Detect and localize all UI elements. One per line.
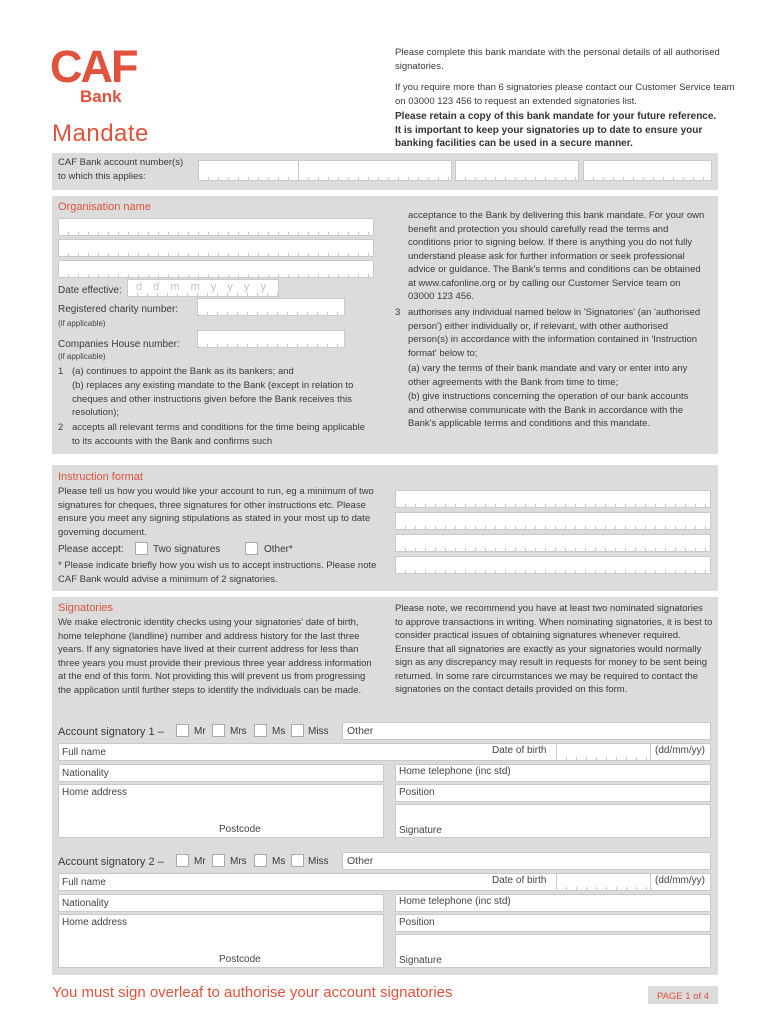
account-number-field-3[interactable]: [455, 160, 579, 181]
clause-3-num: 3: [395, 307, 401, 318]
signatory-1-miss-label: Miss: [308, 726, 329, 737]
header-note-1: Please complete this bank mandate with the personal details of all authorised signatories.: [395, 47, 720, 72]
signatory-1-mr-label: Mr: [194, 726, 206, 737]
charity-number-field[interactable]: [197, 298, 345, 316]
companies-house-field[interactable]: [197, 330, 345, 348]
signatory-2-mr-checkbox[interactable]: [176, 854, 189, 867]
instruction-field-3[interactable]: [395, 534, 711, 552]
date-placeholder: d d m m y y y y: [136, 281, 270, 293]
signatory-2-nationality-label: Nationality: [62, 898, 109, 909]
signatory-2-full-name-label: Full name: [62, 877, 106, 888]
signatory-1-position-label: Position: [399, 787, 435, 798]
instruction-panel: [52, 465, 718, 591]
signatory-block-2: [52, 852, 718, 972]
signatory-2-other-field[interactable]: [342, 852, 711, 870]
account-label-line2: to which this applies:: [58, 170, 146, 182]
instruction-note: * Please indicate briefly how you wish us to accept instructions. Please note CAF Bank would advise a minimum of 2 signatories.: [58, 560, 377, 585]
two-signatures-checkbox[interactable]: [135, 542, 148, 555]
signatory-1-dob-label: Date of birth: [492, 745, 547, 756]
clause-1-num: 1: [58, 366, 64, 377]
signatory-1-home-address-field[interactable]: [58, 784, 384, 838]
signatory-1-signature-label: Signature: [399, 825, 442, 836]
organisation-name-field-2[interactable]: [58, 239, 374, 257]
instruction-heading: Instruction format: [58, 471, 143, 483]
signatories-heading: Signatories: [58, 602, 114, 614]
clause-3a: (a) vary the terms of their bank mandate and vary or enter into any other agreements with the Bank from time to time;: [408, 363, 688, 388]
signatory-2-nationality-field[interactable]: [58, 894, 384, 912]
signatory-1-mrs-label: Mrs: [230, 726, 247, 737]
clause-2: accepts all relevant terms and conditions for the time being applicable to its accounts with the Bank and confirms such: [72, 422, 366, 447]
other-label: Other*: [264, 544, 293, 555]
signatory-2-signature-label: Signature: [399, 955, 442, 966]
signatories-right-text: Please note, we recommend you have at least two nominated signatories to approve transactions in writing. When nominating signatories, it is best to consider practical issues of obtaining signatures whenever required. Ensure that all signatories are exactly as your signatories would normally sign as any discrepancy may result in requests for money to be sent being returned. In some rare circumstances we may be required to contact the signatories on the contact details provided on this form.: [395, 603, 713, 695]
signatory-1-other-field[interactable]: [342, 722, 711, 740]
signatory-2-ms-checkbox[interactable]: [254, 854, 267, 867]
signatory-1-mrs-checkbox[interactable]: [212, 724, 225, 737]
signatory-1-dob-field[interactable]: [556, 743, 651, 761]
signatory-2-home-address-field[interactable]: [58, 914, 384, 968]
organisation-heading: Organisation name: [58, 201, 151, 213]
signatory-1-mr-checkbox[interactable]: [176, 724, 189, 737]
signatory-2-other-label: Other: [347, 855, 374, 867]
account-number-field-2[interactable]: [298, 160, 452, 181]
logo-caf-text: CAF: [50, 41, 137, 92]
signatory-2-mrs-label: Mrs: [230, 856, 247, 867]
signatory-2-home-address-label: Home address: [62, 917, 128, 928]
clause-1a: (a) continues to appoint the Bank as its bankers; and: [72, 366, 294, 377]
signatory-2-home-telephone-label: Home telephone (inc std): [399, 896, 511, 907]
signatory-1-dob-format: (dd/mm/yy): [655, 745, 705, 756]
organisation-panel: [52, 196, 718, 454]
signatory-1-nationality-field[interactable]: [58, 764, 384, 782]
signatory-2-title: Account signatory 2 –: [58, 856, 164, 868]
date-effective-field[interactable]: [127, 279, 279, 297]
instruction-field-1[interactable]: [395, 490, 711, 508]
organisation-name-field-1[interactable]: [58, 218, 374, 236]
signatory-1-signature-field[interactable]: [395, 804, 711, 838]
signatory-2-dob-format: (dd/mm/yy): [655, 875, 705, 886]
signatory-1-home-telephone-field[interactable]: [395, 764, 711, 782]
page-title: Mandate: [52, 120, 149, 147]
signatory-2-dob-field[interactable]: [556, 873, 651, 891]
accept-label: Please accept:: [58, 544, 124, 555]
signatory-2-ms-label: Ms: [272, 856, 286, 867]
caf-logo: [50, 41, 150, 108]
two-signatures-label: Two signatures: [153, 544, 221, 555]
signatory-1-postcode-label: Postcode: [219, 824, 261, 835]
signatory-2-signature-field[interactable]: [395, 934, 711, 968]
signatory-1-full-name-label: Full name: [62, 747, 106, 758]
organisation-name-field-3[interactable]: [58, 260, 374, 278]
signatory-1-home-telephone-label: Home telephone (inc std): [399, 766, 511, 777]
signatory-1-other-label: Other: [347, 725, 374, 737]
header-note-2: If you require more than 6 signatories please contact our Customer Service team on 03000 123 456 to request an extended signatories list.: [395, 82, 735, 107]
signatory-1-ms-checkbox[interactable]: [254, 724, 267, 737]
signatory-1-title: Account signatory 1 –: [58, 726, 164, 738]
other-checkbox[interactable]: [245, 542, 258, 555]
signatory-1-miss-checkbox[interactable]: [291, 724, 304, 737]
account-number-field-4[interactable]: [583, 160, 712, 181]
signatory-2-position-label: Position: [399, 917, 435, 928]
instruction-body: Please tell us how you would like your account to run, eg a minimum of two signatures for cheques, three signatures for other instructions etc. Please ensure you meet any signing stipulations as stated in your most up to date governing document.: [58, 486, 374, 538]
charity-number-label: Registered charity number:: [58, 304, 179, 315]
signatory-2-home-telephone-field[interactable]: [395, 894, 711, 912]
signatory-2-postcode-label: Postcode: [219, 954, 261, 965]
signatory-1-position-field[interactable]: [395, 784, 711, 802]
signatory-2-dob-label: Date of birth: [492, 875, 547, 886]
page-number: PAGE 1 of 4: [656, 991, 710, 1002]
account-numbers-label: [58, 156, 208, 183]
header-note-3: Please retain a copy of this bank mandate for your future reference. It is important to keep your signatories up to date to ensure your banking facilities can be used in a secure manner.: [395, 111, 717, 149]
account-numbers-panel: [52, 153, 718, 190]
signatory-block-1: [52, 722, 718, 842]
clause-3b: (b) give instructions concerning the operation of our bank accounts and otherwise communicate with the Bank in accordance with the Bank's applicable terms and conditions and this mandate.: [408, 391, 689, 429]
page-number-badge: [648, 986, 718, 1004]
account-label-line1: CAF Bank account number(s): [58, 157, 184, 168]
signatory-2-miss-checkbox[interactable]: [291, 854, 304, 867]
clause-1b: (b) replaces any existing mandate to the Bank (except in relation to cheques and other instructions given before the Bank receives this resolution);: [72, 380, 354, 418]
clause-2-num: 2: [58, 422, 64, 433]
signatory-1-ms-label: Ms: [272, 726, 286, 737]
signatory-1-nationality-label: Nationality: [62, 768, 109, 779]
date-effective-label: Date effective:: [58, 285, 122, 296]
signatory-2-mr-label: Mr: [194, 856, 206, 867]
signatory-2-mrs-checkbox[interactable]: [212, 854, 225, 867]
signatories-left-text: We make electronic identity checks using your signatories' date of birth, home telephone (landline) number and address history for the last three years. If any signatories have lived at their current address for less than three years you must provide their previous three year address information at the end of this form. Not providing this will prevent us from progressing the application until further steps to identify the individuals can be made.: [58, 617, 372, 696]
signatories-panel: [52, 597, 718, 975]
signatory-2-position-field[interactable]: [395, 914, 711, 932]
terms-acceptance-text: acceptance to the Bank by delivering this bank mandate. For your own benefit and protection you should carefully read the terms and conditions prior to signing below. If there is anything you do not fully understand please ask for further information or seek professional advice or guidance. The Bank's terms and conditions can be obtained at www.cafonline.org or by calling our Customer Service team on 03000 123 456.: [408, 210, 705, 302]
instruction-field-2[interactable]: [395, 512, 711, 530]
charity-note: (if applicable): [58, 319, 106, 328]
companies-note: (if applicable): [58, 352, 106, 361]
signatory-2-miss-label: Miss: [308, 856, 329, 867]
signatory-1-home-address-label: Home address: [62, 787, 128, 798]
footer-message: You must sign overleaf to authorise your account signatories: [52, 984, 453, 1001]
clause-3: authorises any individual named below in 'Signatories' (an 'authorised person') either individually or, if relevant, with other authorised person(s) in accordance with the information contained in 'Instruction format' below to;: [408, 307, 701, 359]
logo-bank-text: Bank: [80, 87, 122, 106]
instruction-field-4[interactable]: [395, 556, 711, 574]
companies-house-label: Companies House number:: [58, 339, 180, 350]
